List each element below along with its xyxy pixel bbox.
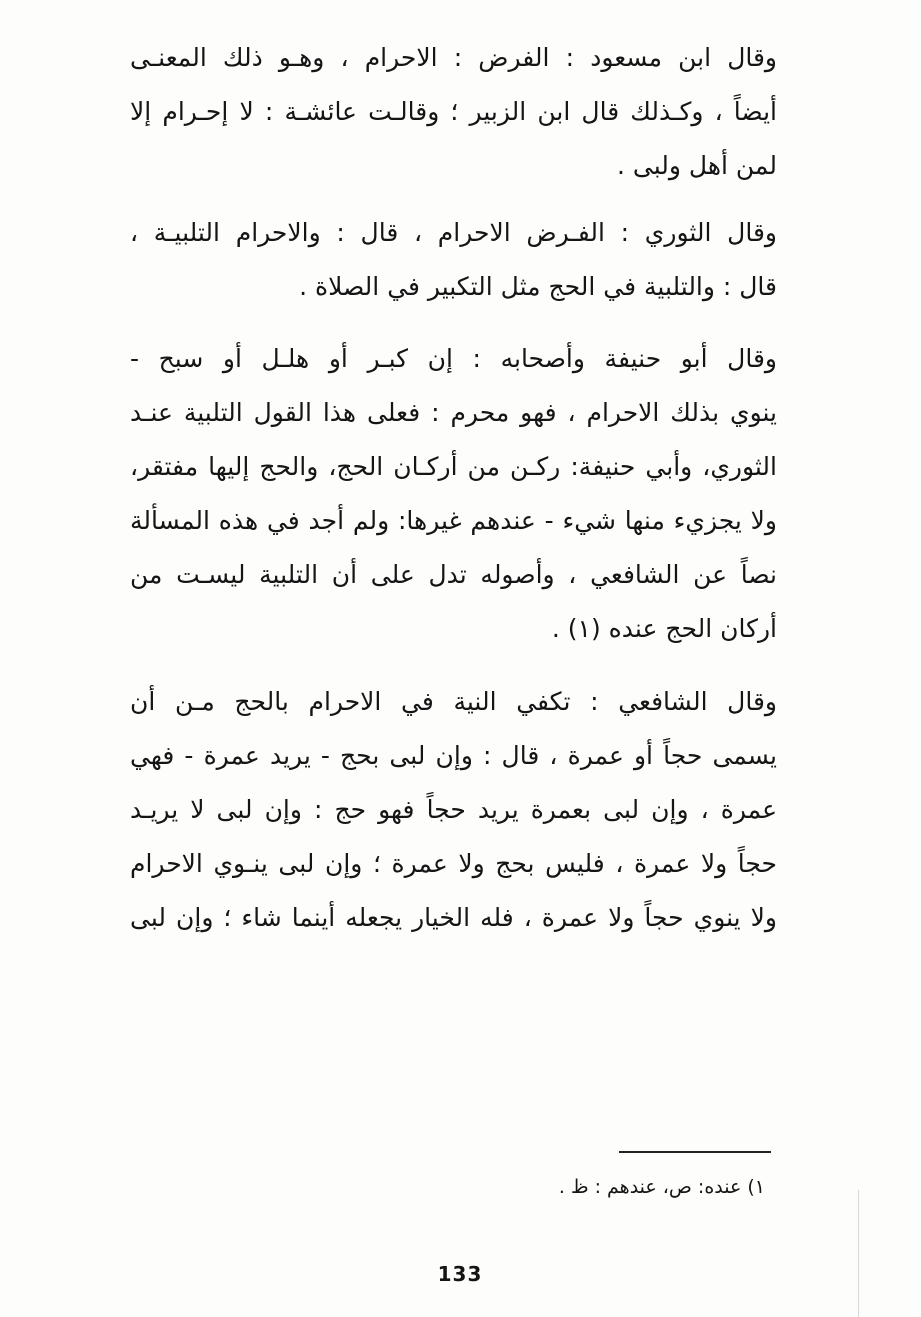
- text-line: قال : والتلبية في الحج مثل التكبير في الصلاة .: [299, 272, 777, 301]
- page-edge-mark: [858, 1190, 859, 1317]
- paragraph-4: [130, 675, 777, 945]
- text-line: الثوري، وأبي حنيفة: ركـن من أركـان الحج، والحج إليها مفتقر،: [130, 452, 777, 481]
- text-line: ولا ينوي حجاً ولا عمرة ، فله الخيار يجعله أينما شاء ؛ وإن لبى: [130, 903, 777, 932]
- text-line: لمن أهل ولبى .: [616, 151, 777, 180]
- paragraph-3: [130, 332, 777, 656]
- paragraph-2: [130, 206, 777, 314]
- page-number: 133: [437, 1262, 483, 1286]
- text-line: ينوي بذلك الاحرام ، فهو محرم : فعلى هذا القول التلبية عنـد: [130, 398, 777, 427]
- text-line: يسمى حجاً أو عمرة ، قال : وإن لبى بحج - يريد عمرة - فهي: [130, 741, 777, 770]
- text-line: حجاً ولا عمرة ، فليس بحج ولا عمرة ؛ وإن لبى ينـوي الاحرام: [130, 849, 777, 878]
- text-line: أركان الحج عنده (١) .: [551, 614, 777, 643]
- footnote: ١) عنده: ص، عندهم : ظ .: [558, 1176, 765, 1198]
- footnote-divider: [619, 1151, 771, 1153]
- text-line: وقال الثوري : الفـرض الاحرام ، قال : والاحرام التلبيـة ،: [130, 218, 777, 247]
- paragraph-1: [130, 31, 777, 193]
- text-line: أيضاً ، وكـذلك قال ابن الزبير ؛ وقالـت عائشـة : لا إحـرام إلا: [130, 97, 777, 126]
- text-line: نصاً عن الشافعي ، وأصوله تدل على أن التلبية ليسـت من: [130, 560, 777, 589]
- text-line: وقال الشافعي : تكفي النية في الاحرام بالحج مـن أن: [130, 687, 777, 716]
- text-line: وقال ابن مسعود : الفرض : الاحرام ، وهـو ذلك المعنـى: [130, 43, 777, 72]
- text-line: عمرة ، وإن لبى بعمرة يريد حجاً فهو حج : وإن لبى لا يريـد: [130, 795, 777, 824]
- text-line: وقال أبو حنيفة وأصحابه : إن كبـر أو هلـل أو سبح -: [130, 344, 777, 373]
- text-line: ولا يجزيء منها شيء - عندهم غيرها: ولم أجد في هذه المسألة: [130, 506, 777, 535]
